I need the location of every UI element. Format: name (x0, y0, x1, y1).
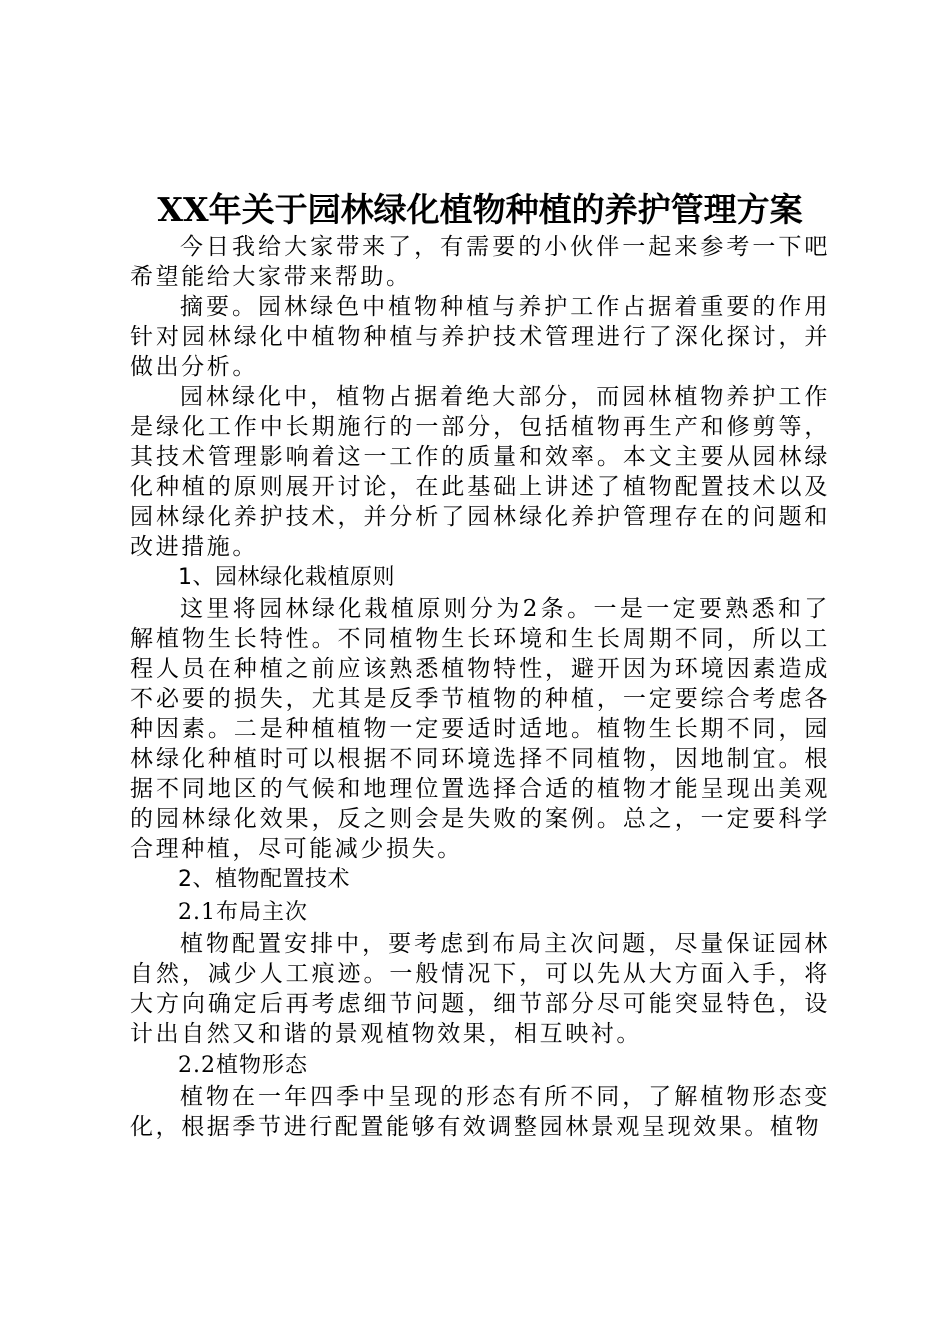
section-2-2-paragraph: 植物在一年四季中呈现的形态有所不同，了解植物形态变化，根据季节进行配置能够有效调整园林景观呈现效果。植物 (130, 1084, 830, 1140)
section-2-heading: 2、植物配置技术 (178, 867, 350, 892)
section-2-1-paragraph: 植物配置安排中，要考虑到布局主次问题，尽量保证园林自然，减少人工痕迹。一般情况下，可以先从大方面入手，将大方向确定后再考虑细节问题，细节部分尽可能突显特色，设计出自然又和谐的景观植物效果，相互映衬。 (130, 931, 830, 1047)
section-1-paragraph: 这里将园林绿化栽植原则分为2条。一是一定要熟悉和了解植物生长特性。不同植物生长环境和生长周期不同，所以工程人员在种植之前应该熟悉植物特性，避开因为环境因素造成不必要的损失，尤其是反季节植物的种植，一定要综合考虑各种因素。二是种植植物一定要适时适地。植物生长期不同，园林绿化种植时可以根据不同环境选择不同植物，因地制宜。根据不同地区的气候和地理位置选择合适的植物才能呈现出美观的园林绿化效果，反之则会是失败的案例。总之，一定要科学合理种植，尽可能减少损失。 (130, 596, 830, 862)
intro-paragraph: 今日我给大家带来了，有需要的小伙伴一起来参考一下吧希望能给大家带来帮助。 (130, 234, 830, 290)
section-2-2-heading: 2.2植物形态 (178, 1053, 308, 1078)
document-body (130, 188, 830, 1142)
section-2-1-heading: 2.1布局主次 (178, 900, 308, 925)
abstract-paragraph: 摘要。园林绿色中植物种植与养护工作占据着重要的作用针对园林绿化中植物种植与养护技术管理进行了深化探讨，并做出分析。 (130, 294, 830, 380)
overview-paragraph: 园林绿化中，植物占据着绝大部分，而园林植物养护工作是绿化工作中长期施行的一部分，包括植物再生产和修剪等，其技术管理影响着这一工作的质量和效率。本文主要从园林绿化种植的原则展开讨论，在此基础上讲述了植物配置技术以及园林绿化养护技术，并分析了园林绿化养护管理存在的问题和改进措施。 (130, 384, 830, 560)
document-title: XX年关于园林绿化植物种植的养护管理方案 (157, 190, 803, 229)
section-1-heading: 1、园林绿化栽植原则 (178, 565, 395, 590)
